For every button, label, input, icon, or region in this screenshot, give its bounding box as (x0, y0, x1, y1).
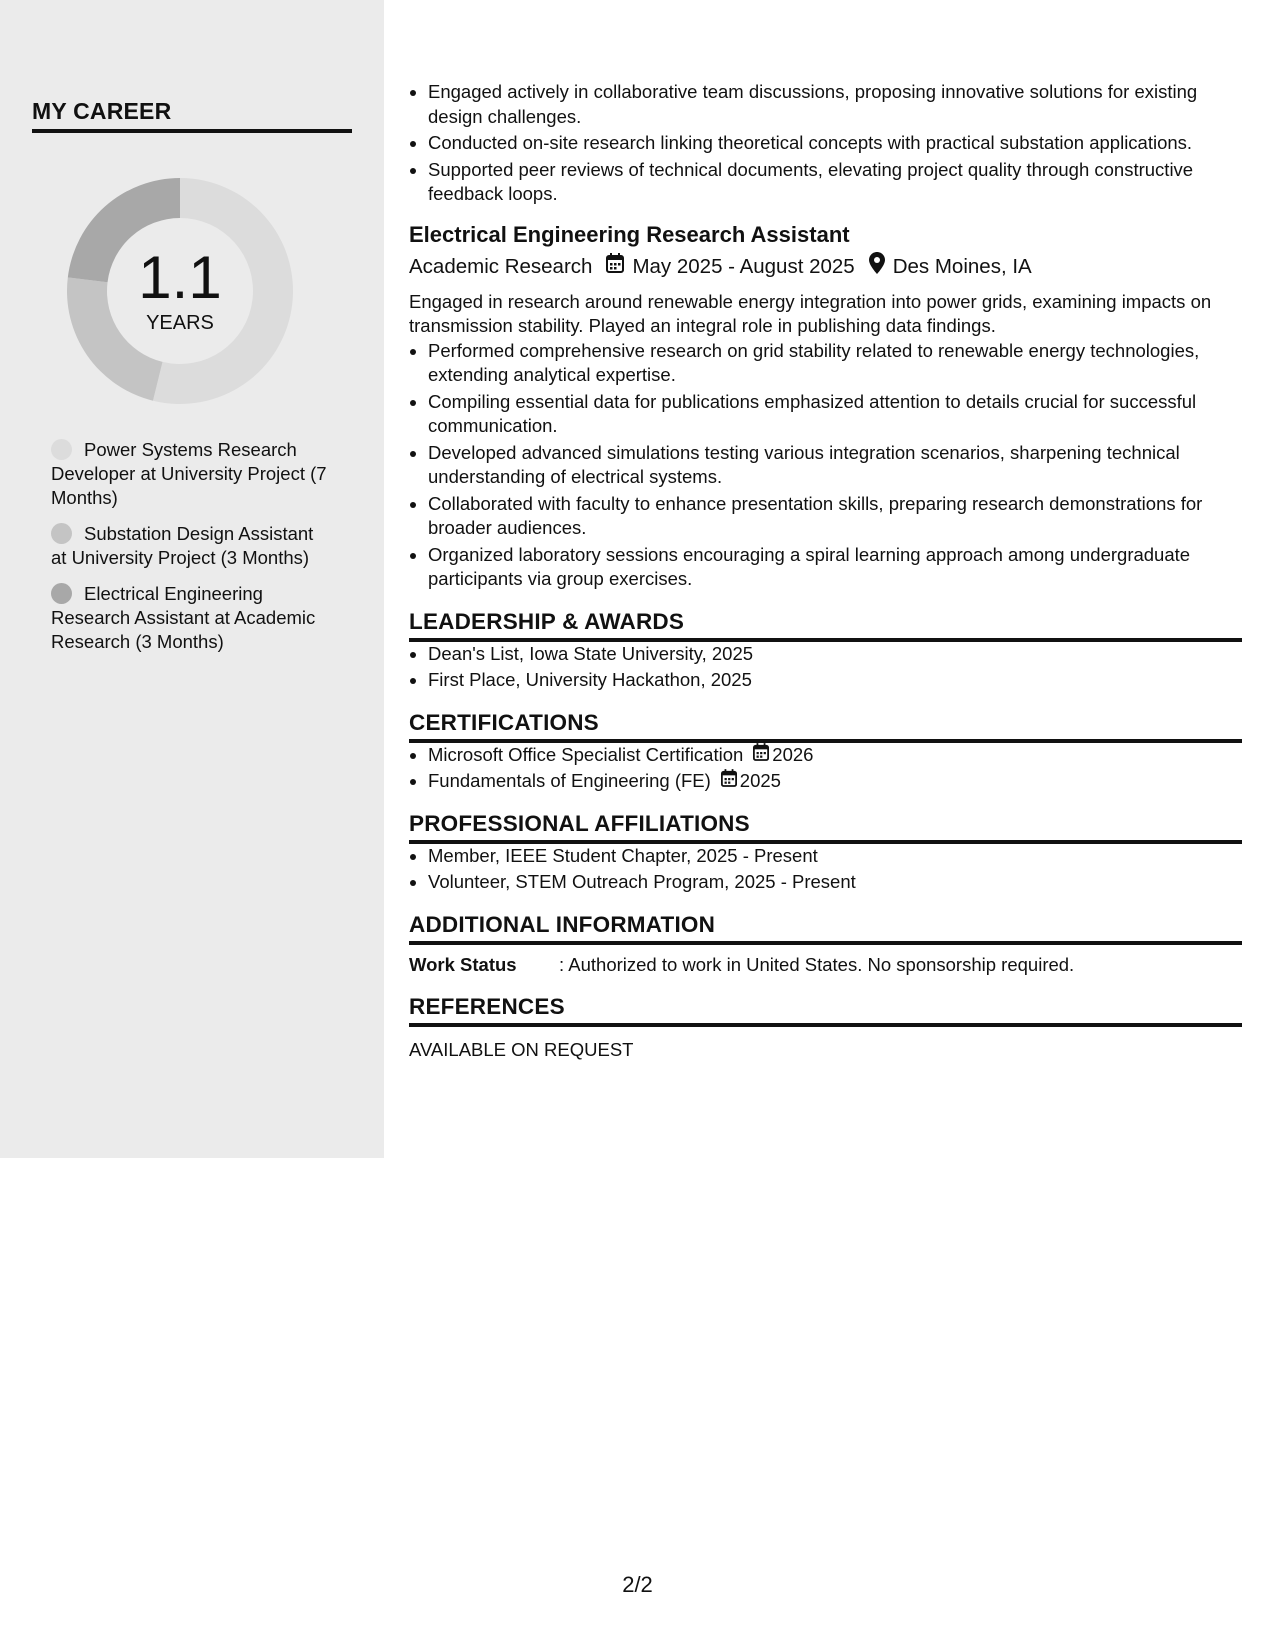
certification-year: 2025 (739, 770, 781, 791)
page-number: 2/2 (622, 1572, 653, 1597)
legend-dot (51, 439, 72, 460)
leadership-list (409, 642, 1242, 693)
leadership-heading: LEADERSHIP & AWARDS (409, 608, 1242, 642)
affiliations-list (409, 844, 1242, 895)
career-legend (51, 438, 331, 666)
main-content (409, 80, 1242, 1061)
sidebar (0, 0, 384, 1158)
additional-info-heading: ADDITIONAL INFORMATION (409, 911, 1242, 945)
list-item: • Performed comprehensive research on grid stability related to renewable energy technologies, extending analytical expertise. (428, 339, 1242, 388)
work-status-value: : Authorized to work in United States. No sponsorship required. (559, 953, 1075, 975)
certification-year: 2026 (772, 743, 814, 765)
list-item: • Conducted on-site research linking theoretical concepts with practical substation applications. (428, 131, 1242, 156)
legend-dot (51, 583, 72, 604)
legend-label: Electrical Engineering Research Assistant at Academic Research (3 Months) (51, 583, 316, 652)
list-item: • Organized laboratory sessions encouraging a spiral learning approach among undergraduate participants via group exercises. (428, 543, 1242, 592)
job-bullets (409, 339, 1242, 592)
list-item: • Engaged actively in collaborative team discussions, proposing innovative solutions for existing design challenges. (428, 80, 1242, 129)
list-item (428, 743, 1242, 768)
job-meta (409, 252, 1242, 282)
calendar-icon (721, 769, 737, 794)
work-status-row (409, 953, 1242, 977)
legend-label: Power Systems Research Developer at University Project (7 Months) (51, 439, 327, 508)
map-pin-icon (869, 252, 885, 282)
career-heading: MY CAREER (32, 98, 352, 133)
job-description: Engaged in research around renewable energy integration into power grids, examining impacts on transmission stability. Played an integral role in publishing data findings. (409, 290, 1212, 336)
certification-date (753, 743, 813, 768)
calendar-icon (753, 743, 769, 768)
career-donut-chart (67, 178, 293, 404)
certifications-heading: CERTIFICATIONS (409, 709, 1242, 743)
certifications-list (409, 743, 1242, 794)
list-item: • Member, IEEE Student Chapter, 2025 - Present (428, 844, 1242, 869)
references-text: AVAILABLE ON REQUEST (409, 1038, 634, 1060)
legend-item (51, 522, 331, 570)
list-item: • Compiling essential data for publications emphasized attention to details crucial for successful communication. (428, 390, 1242, 439)
legend-item (51, 438, 331, 510)
list-item: • Supported peer reviews of technical documents, elevating project quality through constructive feedback loops. (428, 158, 1242, 207)
list-item: • Dean's List, Iowa State University, 2025 (428, 642, 1242, 667)
references-heading: REFERENCES (409, 993, 1242, 1027)
list-item: • Developed advanced simulations testing various integration scenarios, sharpening technical understanding of electrical systems. (428, 441, 1242, 490)
career-total-unit: YEARS (146, 312, 214, 334)
job-title: Electrical Engineering Research Assistant (409, 221, 850, 247)
certification-name: Microsoft Office Specialist Certification (428, 743, 744, 765)
continued-bullets (409, 80, 1242, 207)
list-item (428, 769, 1242, 794)
work-status-label: Work Status (409, 953, 517, 975)
list-item: • Collaborated with faculty to enhance presentation skills, preparing research demonstrations for broader audiences. (428, 492, 1242, 541)
legend-label: Substation Design Assistant at University Project (3 Months) (51, 523, 314, 568)
certification-date (721, 769, 781, 794)
calendar-icon (606, 253, 624, 281)
job-location: Des Moines, IA (892, 254, 1032, 278)
job-organization: Academic Research (409, 254, 593, 278)
career-total-value: 1.1 (138, 244, 222, 311)
affiliations-heading: PROFESSIONAL AFFILIATIONS (409, 810, 1242, 844)
legend-dot (51, 523, 72, 544)
certification-name: Fundamentals of Engineering (FE) (428, 770, 711, 791)
list-item: • First Place, University Hackathon, 2025 (428, 668, 1242, 693)
legend-item (51, 582, 331, 654)
job-dates: May 2025 - August 2025 (632, 254, 855, 278)
list-item: • Volunteer, STEM Outreach Program, 2025 - Present (428, 870, 1242, 895)
